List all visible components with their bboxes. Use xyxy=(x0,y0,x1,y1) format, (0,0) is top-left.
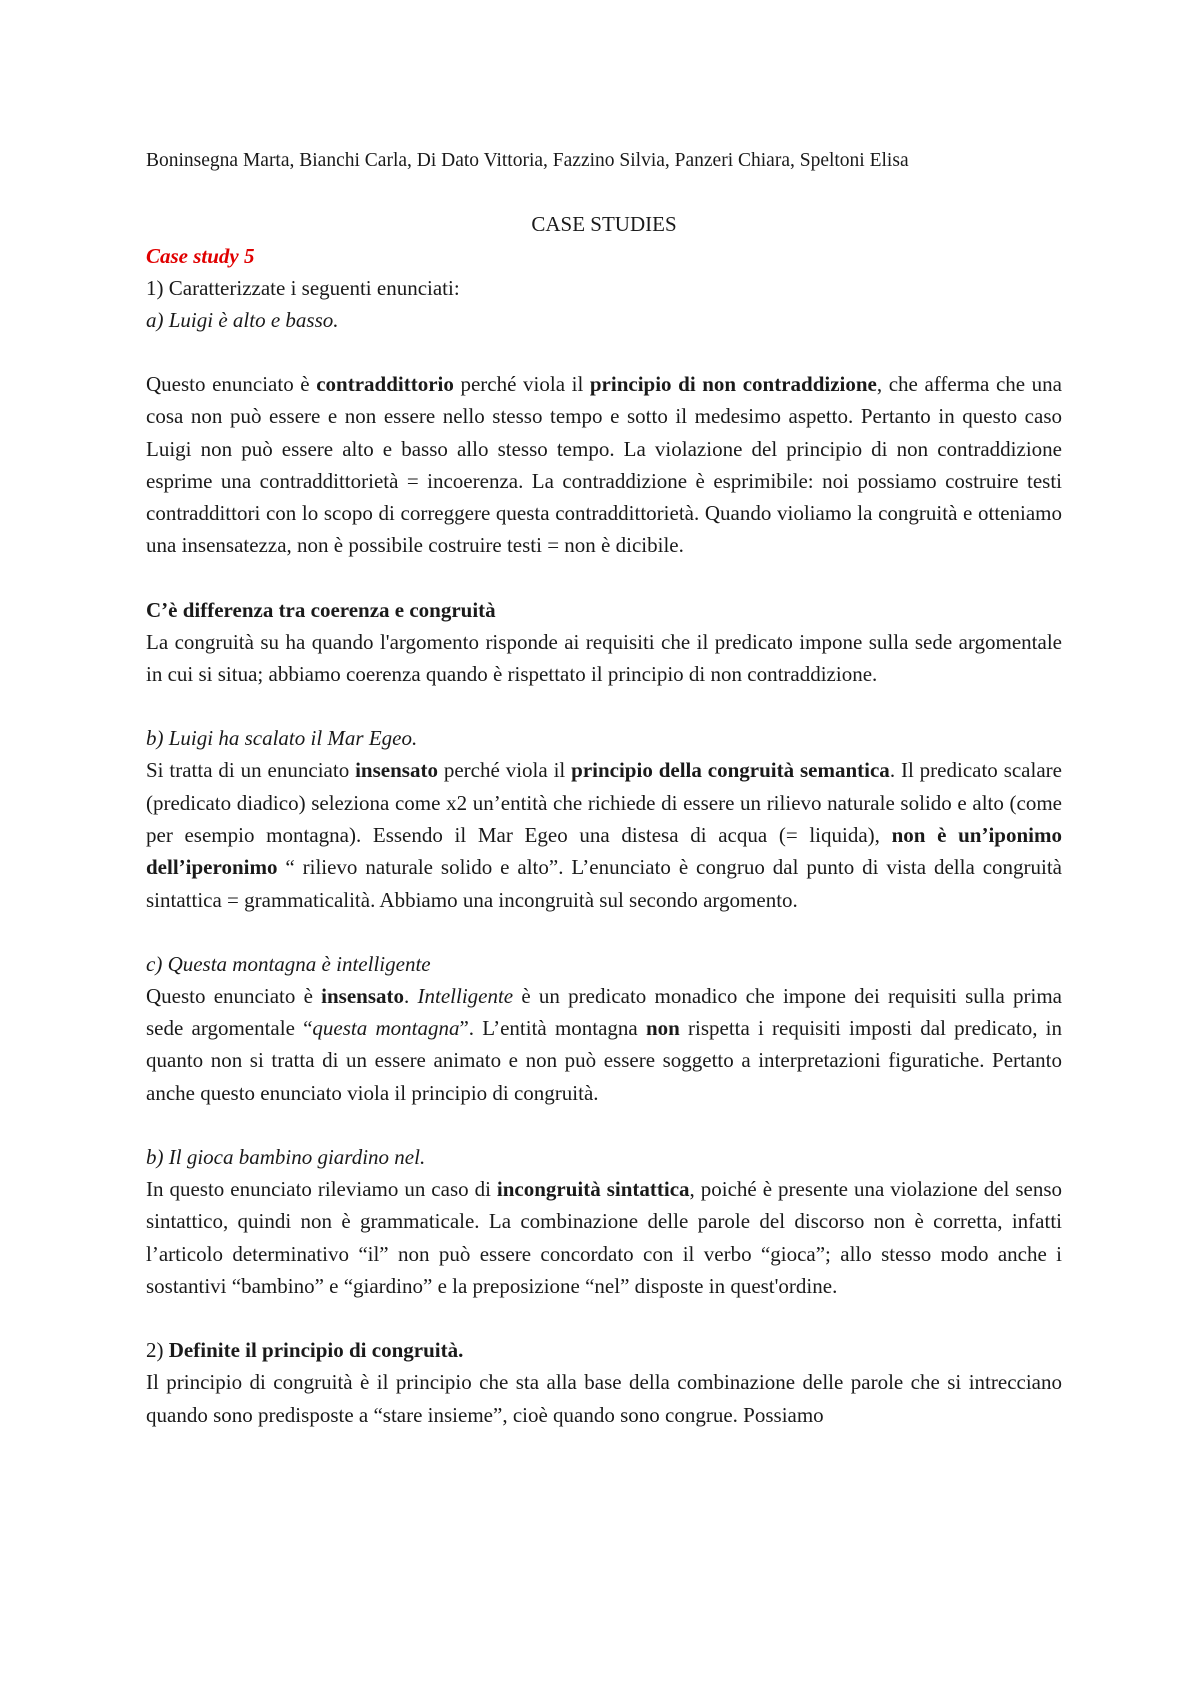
difference-text: La congruità su ha quando l'argomento risponde ai requisiti che il predicato impone sulla sede argomentale in cui si situa; abbiamo coerenza quando è rispettato il principio di non contraddizione. xyxy=(146,629,1062,687)
sentence-d-analysis: In questo enunciato rileviamo un caso di incongruità sintattica, poiché è presente una violazione del senso sintattico, quindi non è grammaticale. La combinazione delle parole del discorso non è corretta, infatti l’articolo determinativo “il” non può essere concordato con il verbo “gioca”; allo stesso modo anche i sostantivi “bambino” e “giardino” e la preposizione “nel” disposte in quest'ordine. xyxy=(146,1177,1062,1298)
question-2-answer: Il principio di congruità è il principio che sta alla base della combinazione delle parole che si intrecciano quando sono predisposte a “stare insieme”, cioè quando sono congrue. Possiamo xyxy=(146,1370,1062,1427)
sentence-a-analysis: Questo enunciato è contraddittorio perché viola il principio di non contraddizione, che afferma che una cosa non può essere e non essere nello stesso tempo e sotto il medesimo aspetto. Pertanto in questo caso Luigi non può essere alto e basso allo stesso tempo. La violazione del principio di non contraddizione esprime una contraddittorietà = incoerenza. La contraddizione è esprimibile: noi possiamo costruire testi contraddittori con lo scopo di correggere questa contraddittorietà. Quando violiamo la congruità e otteniamo una insensatezza, non è possibile costruire testi = non è dicibile. xyxy=(146,372,1062,558)
document-title: CASE STUDIES xyxy=(531,212,677,236)
sentence-b-analysis: Si tratta di un enunciato insensato perché viola il principio della congruità semantica. Il predicato scalare (predicato diadico) seleziona come x2 un’entità che richiede di essere un rilievo naturale solido e alto (come per esempio montagna). Essendo il Mar Egeo una distesa di acqua (= liquida), non è un’iponimo dell’iperonimo “ rilievo naturale solido e alto”. L’enunciato è congruo dal punto di vista della congruità sintattica = grammaticalità. Abbiamo una incongruità sul secondo argomento. xyxy=(146,758,1062,912)
sentence-d-heading: b) Il gioca bambino giardino nel. xyxy=(146,1145,426,1170)
question-2: 2) Definite il principio di congruità. xyxy=(146,1338,464,1363)
authors-line: Boninsegna Marta, Bianchi Carla, Di Dato Vittoria, Fazzino Silvia, Panzeri Chiara, Speltoni Elisa xyxy=(146,150,909,171)
difference-heading: C’è differenza tra coerenza e congruità xyxy=(146,597,496,622)
sentence-c-heading: c) Questa montagna è intelligente xyxy=(146,951,431,976)
sentence-c-analysis: Questo enunciato è insensato. Intelligente è un predicato monadico che impone dei requisiti sulla prima sede argomentale “questa montagna”. L’entità montagna non rispetta i requisiti imposti dal predicato, in quanto non si tratta di un essere animato e non può essere soggetto a interpretazioni figuratiche. Pertanto anche questo enunciato viola il principio di congruità. xyxy=(146,983,1063,1105)
sentence-b-heading: b) Luigi ha scalato il Mar Egeo. xyxy=(146,726,418,751)
case-study-label: Case study 5 xyxy=(146,244,255,268)
sentence-a-heading: a) Luigi è alto e basso. xyxy=(146,308,339,332)
question-1: 1) Caratterizzate i seguenti enunciati: xyxy=(146,276,460,300)
